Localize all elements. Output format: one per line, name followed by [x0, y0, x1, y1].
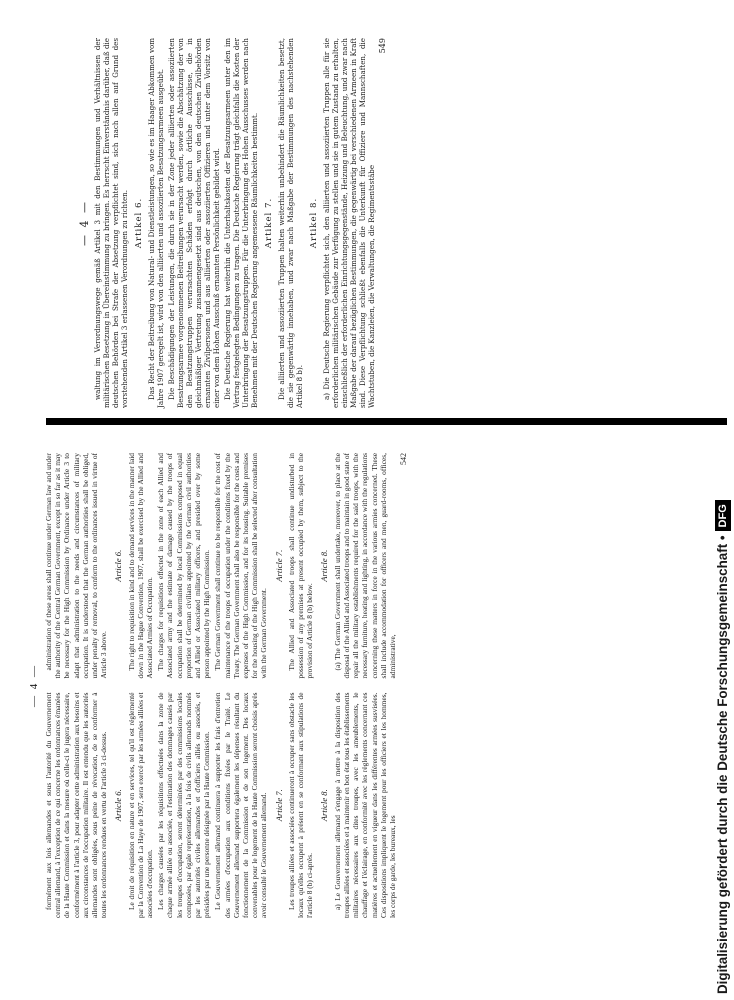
german-article-6-paragraph-2: Die Beschädigungen der Leistungen, die durch sie in der Zone jeder alliierten oder assoziierten Besatzungsarmee vorgenommenen Beitreibungen verursacht werden, sowie die Abschätzung der von den Besatzungstruppen verursachten Schäden erfolgt durch örtliche Ausschüsse, die in gleichmäßiger Vertretung zusammengesetzt sind aus deutschen, von den deutschen Zivilbehörden ernannten Zivilpersonen und aus alliierten oder assoziierten Offizieren und unter dem Vorsitz von einer von dem Hohen Ausschuß ernannten Persönlichkeit gebildet wird. — [167, 38, 221, 408]
english-article-8-paragraph: (a) The German Government shall undertake, moreover, to place at the disposal of the Allied and Associated troops and to maintain in good state of repair all the military establishments required for the said troops, with the necessary furniture, heating and lighting, in accordance with the regulations concerning these matters in force in the various armies concerned. These shall include accommodation for officers and men, guard-rooms, offices, administrative, — [332, 453, 397, 679]
page-gutter-divider — [46, 418, 727, 425]
dfg-logo: DFG — [715, 500, 731, 531]
german-article-6-heading: Artikel 6. — [134, 197, 144, 249]
english-article-6-paragraph-2: The charges for requisitions effected in the zone of each Allied and Associated army and the estimate of damage caused by the troops of occupation shall be determined by local Commissions composed in equal proportion of German civilians appointed by the German civil authorities and Allied or Associated military officers, and presided over by some person appointed by the High Commission. — [156, 453, 212, 679]
german-article-7-paragraph: Die alliierten und assoziierten Truppen halten weiterhin unbehindert die Räumlichkeiten besetzt, die sie gegenwärtig innehaben, und zwar nach Maßgabe der Bestimmungen des nachstehenden Artikel 8 b). — [277, 38, 304, 408]
french-article-6-heading: Article 6. — [113, 789, 124, 822]
german-page-footer: 549 — [378, 38, 387, 54]
french-article-8-heading: Article 8. — [319, 789, 330, 822]
english-intro-paragraph: administration of these areas shall continue under German law and under the authority of the Central German Government, except in so far as it may be necessary for the High Commission by Ordinance under Article 3 to adapt that administration to the needs and circumstances of military occupation. It is understood that the German authorities shall be obliged, under penalty of removal, to conform to the ordinances issued in virtue of Article 3 above. — [44, 453, 109, 679]
german-article-8-paragraph: a) Die Deutsche Regierung verpflichtet sich, den alliierten und assoziierten Truppen alle für sie erforderlichen militärischen Gebäude zur Verfügung zu stellen und sie in gutem Zustand zu erhalten, einschließlich der erforderlichen Einrichtungsgegenstände, Heizung und Beleuchtung, und zwar nach Maßgabe der darauf bezüglichen Bestimmungen, die gegenwärtig bei verschiedenen Armeen in Kraft sind. Diese Verpflichtung schließt ebenfalls die Unterkunft für Offiziere und Mannschaften, die Wachtstuben, die Kanzleien, die Verwaltungen, die Regimentsstäbe — [322, 38, 376, 408]
digitization-credit-text: Digitalisierung gefördert durch die Deutsche Forschungsgemeinschaft • — [715, 535, 730, 994]
french-article-6-paragraph-3: Le Gouvernement allemand continuera à supporter les frais d'entretien des armées d'occupation aux conditions fixées par le Traité. Le Gouvernement allemand supportera également les dépenses résultant du fonctionnement de la Commission et de son logement. Des locaux convenables pour le logement de la Haute Commission seront choisis après avoir consulté le Gouvernement allemand. — [213, 692, 269, 918]
german-article-6-paragraph-1: Das Recht der Beitreibung von Natural- und Dienstleistungen, so wie es im Haager Abkommen vom Jahre 1907 geregelt ist, wird von den alliierten und assoziierten Besatzungsarmeen ausgeübt. — [147, 38, 165, 408]
english-column — [44, 453, 706, 679]
german-intro-paragraph: waltung im Verordnungswege gemäß Artikel 3 mit den Bestimmungen und Verhältnissen der militärischen Besetzung in Übereinstimmung zu bringen. Es herrscht Einverständnis darüber, daß die deutschen Behörden bei Strafe der Absetzung verpflichtet sind, sich nach allen auf Grund des vorstehenden Artikel 3 erlassenen Verordnungen zu richten. — [93, 38, 129, 408]
english-page-footer: 542 — [399, 453, 409, 465]
german-article-8-heading: Artikel 8. — [309, 197, 319, 249]
english-article-6-heading: Article 6. — [113, 549, 124, 582]
german-column — [80, 38, 680, 408]
english-article-8-heading: Article 8. — [319, 549, 330, 582]
german-article-6-paragraph-3: Die Deutsche Regierung hat weiterhin die Unterhaltskosten der Besatzungsarmeen unter den im Vertrag festgelegten Bedingungen zu tragen. Die Deutsche Regierung trägt gleichfalls die Kosten der Unterbringung der Besatzungstruppen. Für die Unterbringung des Hohen Ausschusses werden nach Benehmen mit der Deutschen Regierung angemessene Räumlichkeiten bestimmt. — [223, 38, 259, 408]
german-page — [80, 38, 680, 408]
french-article-7-heading: Article 7. — [273, 789, 284, 822]
english-article-7-paragraph: The Allied and Associated troops shall continue undisturbed in possession of any premises at present occupied by them, subject to the provision of Article 8 (b) below. — [286, 453, 315, 679]
german-page-number: — 4 — — [78, 200, 91, 246]
french-column — [44, 693, 706, 919]
french-article-6-paragraph-1: Le droit de réquisition en nature et en services, tel qu'il est réglementé par la Convention de La Haye de 1907, sera exercé par les armées alliées et associées d'occupation. — [126, 692, 155, 918]
german-article-7-heading: Artikel 7. — [264, 197, 274, 249]
english-article-6-paragraph-1: The right to requisition in kind and to demand services in the manner laid down in the Hague Convention, 1907, shall be exercised by the Allied and Associated Armies of Occupation. — [126, 453, 155, 679]
english-article-6-paragraph-3: The German Government shall continue to be responsible for the cost of maintenance of the troops of occupation under the conditions fixed by the Treaty. The German Government shall also be responsible for the costs and expenses of the High Commission, and for its housing. Suitable premises for the housing of the High Commission shall be selected after consultation with the German Government. — [213, 453, 269, 679]
french-article-6-paragraph-2: Les charges causées par les réquisitions effectuées dans la zone de chaque armée alliée ou associée, et l'estimation des dommages causés par les troupes d'occupation, seront déterminées par des commissions locales composées, par égale représentation, à la fois de civils allemands nommés par les autorités civiles allemandes et d'officiers alliés ou associés, et présidées par une personne désignée par la Haute Commission. — [156, 692, 212, 918]
french-intro-paragraph: formément aux lois allemandes et sous l'autorité du Gouvernement central allemand, à l'exception de ce qui concerne les ordonnances émanées de la Haute Commission et dans la mesure où celle-ci le jugera nécessaire, conformément à l'article 3, pour adapter cette administration aux besoins et aux circonstances de l'occupation militaire. Il est entendu que les autorités allemandes sont obligées, sous peine de révocation, de se conformer à toutes les ordonnances rendues en vertu de l'article 3 ci-dessus. — [44, 692, 109, 918]
french-article-7-paragraph: Les troupes alliées et associées continueront à occuper sans obstacle les locaux qu'elles occupent à présent en se conformant aux stipulations de l'article 8 (b) ci-après. — [286, 692, 315, 918]
digitization-credit — [712, 4, 734, 994]
english-article-7-heading: Article 7. — [273, 549, 284, 582]
french-english-page — [28, 453, 708, 918]
digitization-credit-strip — [690, 4, 730, 996]
french-english-page-number: — 4 — — [28, 664, 40, 707]
french-article-8-paragraph: a) Le Gouvernement allemand s'engage à mettre à la disposition des troupes alliées et associées et à maintenir en bon état tous les établissements militaires nécessaires aux dites troupes, avec les ameublements, le chauffage et l'éclairage, en conformité avec les règlements concernant ces matières et actuellement en vigueur dans les différentes armées susvisées. Ces dispositions impliquent le logement pour les officiers et les hommes, les corps de garde, les bureaux, les — [332, 692, 397, 918]
